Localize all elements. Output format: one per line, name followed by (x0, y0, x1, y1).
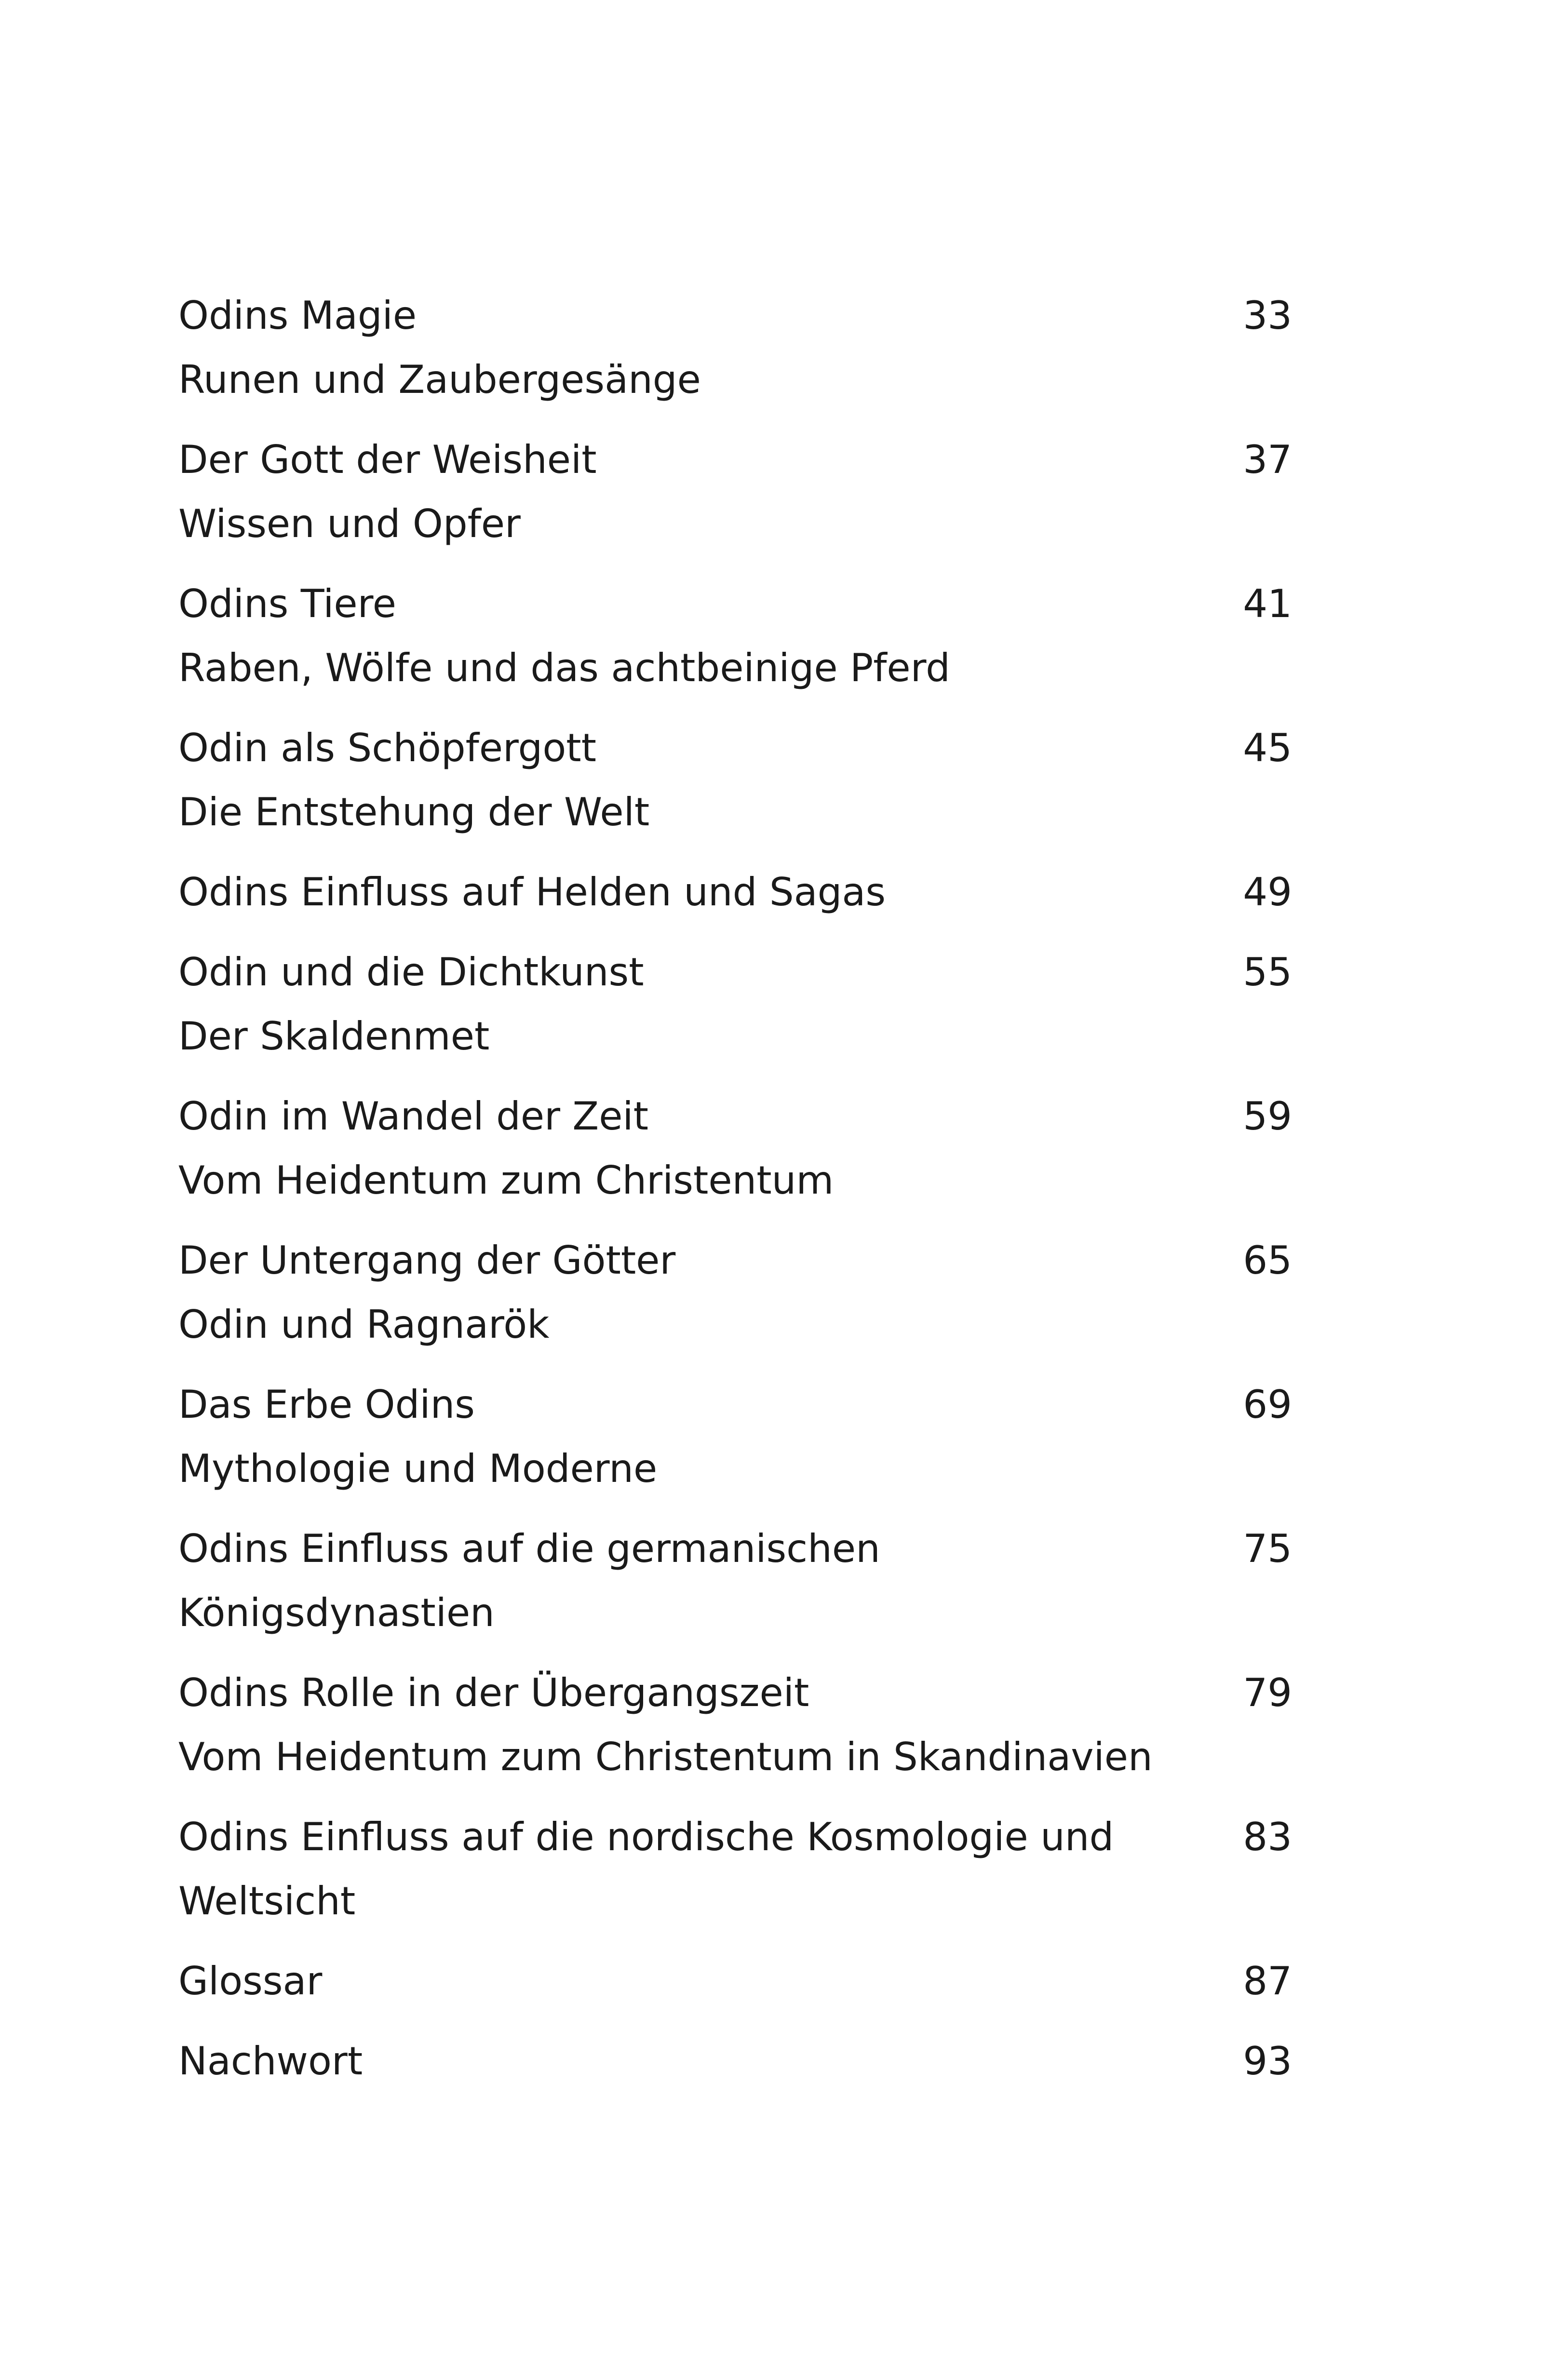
toc-entry[interactable] (178, 1805, 1292, 1933)
toc-entry-title: Odins Einfluss auf die germanischen (178, 1526, 880, 1571)
toc-entry-title: Odin als Schöpfergott (178, 726, 596, 770)
toc-entry-subtitle: Königsdynastien (178, 1590, 495, 1635)
toc-entry-title: Der Gott der Weisheit (178, 437, 597, 482)
toc-page-number: 45 (1243, 726, 1292, 770)
toc-entry[interactable] (178, 860, 1292, 924)
toc-entry[interactable] (178, 2029, 1292, 2093)
toc-page-number: 55 (1243, 950, 1292, 995)
toc-entry-subtitle: Vom Heidentum zum Christentum (178, 1158, 834, 1203)
toc-entry-title: Odins Einfluss auf die nordische Kosmologie und (178, 1815, 1114, 1859)
toc-entry-subtitle: Vom Heidentum zum Christentum in Skandinavien (178, 1735, 1153, 1779)
toc-entry-title: Glossar (178, 1959, 323, 2004)
toc-entry[interactable] (178, 1949, 1292, 2013)
toc-entry-subtitle: Odin und Ragnarök (178, 1302, 550, 1347)
toc-entry-title: Der Untergang der Götter (178, 1238, 676, 1283)
toc-page-number: 37 (1243, 437, 1292, 482)
toc-page-number: 49 (1243, 870, 1292, 914)
toc-entry-title: Odins Magie (178, 293, 417, 338)
toc-entry[interactable] (178, 1661, 1292, 1789)
toc-page-number: 33 (1243, 293, 1292, 338)
toc-entry-subtitle: Raben, Wölfe und das achtbeinige Pferd (178, 645, 950, 690)
toc-entry-subtitle: Der Skaldenmet (178, 1014, 490, 1059)
toc-entry-subtitle: Die Entstehung der Welt (178, 790, 650, 834)
toc-entry-title: Nachwort (178, 2039, 363, 2084)
toc-entry[interactable] (178, 428, 1292, 556)
toc-entry[interactable] (178, 1084, 1292, 1212)
toc-page-number: 87 (1243, 1959, 1292, 2004)
toc-page-number: 41 (1243, 581, 1292, 626)
toc-page-number: 65 (1243, 1238, 1292, 1283)
toc-entry[interactable] (178, 283, 1292, 412)
toc-entry[interactable] (178, 1517, 1292, 1645)
table-of-contents (178, 283, 1292, 2109)
toc-entry-title: Das Erbe Odins (178, 1382, 475, 1427)
toc-entry-title: Odins Tiere (178, 581, 396, 626)
toc-entry-subtitle: Runen und Zaubergesänge (178, 357, 701, 402)
toc-entry[interactable] (178, 572, 1292, 700)
toc-entry-title: Odins Rolle in der Übergangszeit (178, 1670, 809, 1715)
toc-page-number: 69 (1243, 1382, 1292, 1427)
toc-entry[interactable] (178, 1372, 1292, 1501)
toc-page-number: 83 (1243, 1815, 1292, 1859)
toc-entry-subtitle: Wissen und Opfer (178, 501, 521, 546)
toc-entry-title: Odin im Wandel der Zeit (178, 1094, 648, 1139)
toc-entry-title: Odin und die Dichtkunst (178, 950, 644, 995)
toc-entry[interactable] (178, 940, 1292, 1068)
toc-page-number: 93 (1243, 2039, 1292, 2084)
toc-entry-title: Odins Einfluss auf Helden und Sagas (178, 870, 886, 914)
toc-entry[interactable] (178, 716, 1292, 844)
toc-entry-subtitle: Weltsicht (178, 1879, 356, 1923)
toc-entry-subtitle: Mythologie und Moderne (178, 1446, 658, 1491)
toc-entry[interactable] (178, 1228, 1292, 1357)
toc-page-number: 79 (1243, 1670, 1292, 1715)
toc-page-number: 75 (1243, 1526, 1292, 1571)
toc-page-number: 59 (1243, 1094, 1292, 1139)
